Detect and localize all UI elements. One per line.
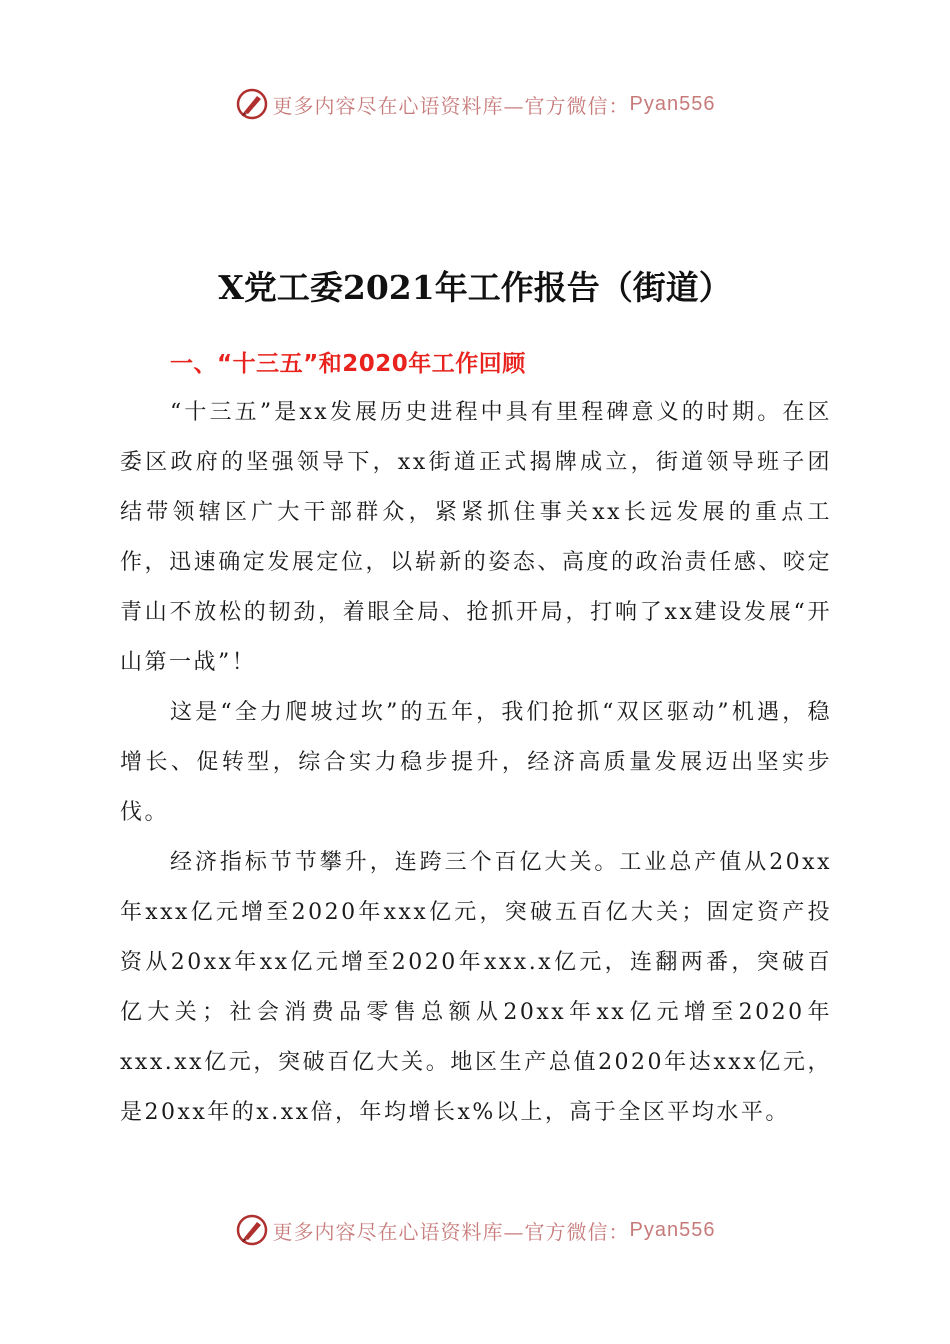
watermark-header [0, 84, 950, 124]
watermark-id: Pyan556 [629, 92, 716, 115]
pen-logo-icon [235, 87, 269, 121]
section-heading: 一、“十三五”和2020年工作回顾 [170, 351, 526, 377]
paragraph: 经济指标节节攀升，连跨三个百亿大关。工业总产值从20xx年xxx亿元增至2020年xxx亿元，突破五百亿大关；固定资产投资从20xx年xx亿元增至2020年xxx.x亿元，连翻两番，突破百亿大关；社会消费品零售总额从20xx年xx亿元增至2020年xxx.xx亿元，突破百亿大关。地区生产总值2020年达xxx亿元，是20xx年的x.xx倍，年均增长x%以上，高于全区平均水平。 [120, 850, 832, 1125]
watermark-text: 更多内容尽在心语资料库—官方微信： [272, 93, 630, 118]
document-body [120, 388, 832, 1138]
watermark-text: 更多内容尽在心语资料库—官方微信： [272, 1219, 630, 1244]
watermark-id: Pyan556 [629, 1218, 716, 1241]
paragraph: “十三五”是xx发展历史进程中具有里程碑意义的时期。在区委区政府的坚强领导下，xx街道正式揭牌成立，街道领导班子团结带领辖区广大干部群众，紧紧抓住事关xx长远发展的重点工作，迅速确定发展定位，以崭新的姿态、高度的政治责任感、咬定青山不放松的韧劲，着眼全局、抢抓开局，打响了xx建设发展“开山第一战”！ [120, 400, 832, 675]
paragraph: 这是“全力爬坡过坎”的五年，我们抢抓“双区驱动”机遇，稳增长、促转型，综合实力稳步提升，经济高质量发展迈出坚实步伐。 [120, 700, 832, 825]
watermark-footer [0, 1210, 950, 1250]
pen-logo-icon [235, 1213, 269, 1247]
document-title: X党工委2021年工作报告（街道） [218, 268, 732, 307]
